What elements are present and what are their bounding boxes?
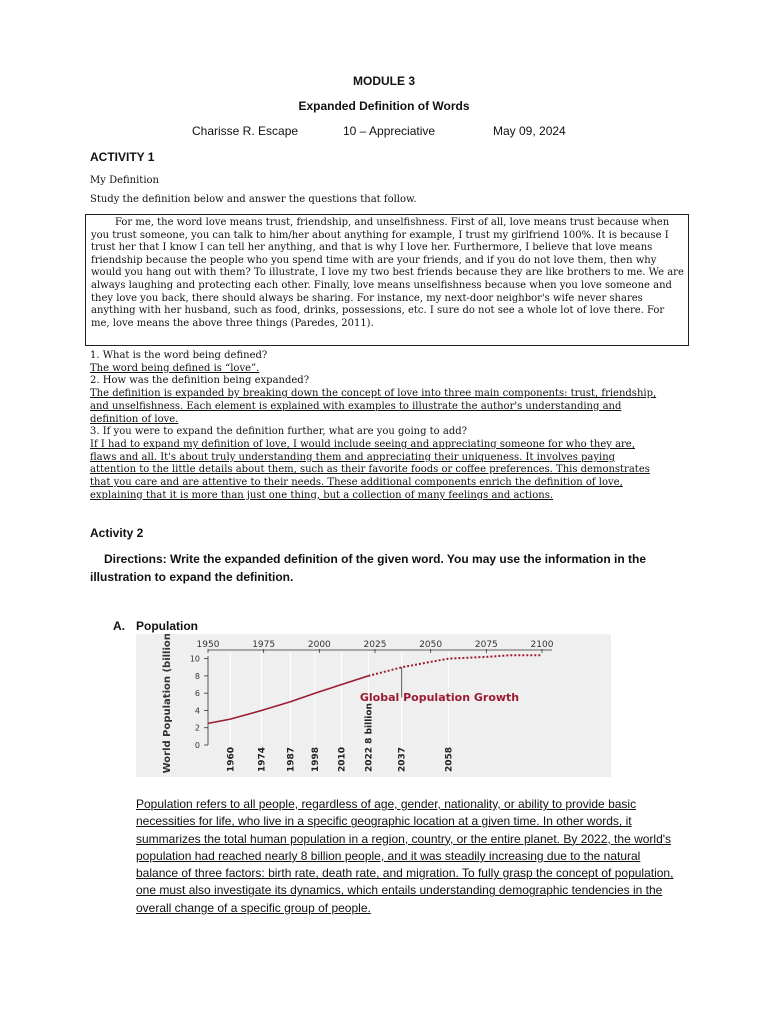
y-tick-label: 2: [194, 723, 200, 733]
milestone-label: 1987: [286, 746, 297, 772]
section-letter: A.: [113, 619, 125, 633]
y-tick-label: 4: [194, 706, 200, 716]
questions-and-answers: [90, 350, 660, 502]
x-top-tick-label: 2050: [419, 640, 443, 650]
y-tick-label: 0: [194, 741, 200, 750]
milestone-label: 2058: [444, 746, 455, 772]
population-paragraph: Population refers to all people, regardless of age, gender, nationality, or ability to provide basic necessities for life, who live in a specific geographic location at a given time. In other words, it summarizes the total human population in a region, country, or the entire planet. By 2022, the world's population had reached nearly 8 billion people, and it was steadily increasing due to the natural balance of three factors: birth rate, death rate, and migration. To fully grasp the concept of population, one must also investigate its dynamics, which entails understanding demographic tendencies in the overall change of a specific group of people.: [136, 797, 674, 915]
x-top-tick-label: 1950: [196, 640, 220, 650]
y-tick-label: 8: [194, 671, 200, 681]
question-1: 1. What is the word being defined?: [90, 350, 268, 361]
milestone-label: 1960: [226, 746, 237, 772]
historical-population-line: [208, 676, 368, 724]
x-top-tick-label: 2000: [307, 640, 331, 650]
activity-2-heading: Activity 2: [90, 526, 144, 540]
x-top-tick-label: 2025: [363, 640, 387, 650]
answer-1: The word being defined is “love”.: [90, 362, 260, 374]
question-3: 3. If you were to expand the definition further, what are you going to add?: [90, 426, 468, 438]
x-top-tick-label: 2100: [530, 640, 554, 650]
definition-box: [85, 214, 689, 346]
y-axis-label: World Population (billions): [162, 634, 173, 774]
answer-2: The definition is expanded by breaking down the concept of love into three main components: trust, friendship, and unselfishness. Each element is explained with examples to illustrate the author's understanding and definition of love.: [90, 388, 657, 425]
milestone-label: 1998: [310, 746, 321, 772]
x-top-tick-label: 1975: [252, 640, 276, 650]
milestone-label: 2010: [337, 746, 348, 772]
milestone-label: 2022 8 billion: [364, 703, 375, 772]
activity-1-heading: ACTIVITY 1: [90, 150, 155, 164]
definition-text: For me, the word love means trust, friendship, and unselfishness. First of all, love means trust because when you trust someone, you can talk to him/her about anything for example, I trust my girlfriend 100%. It is because I trust her that I know I can tell her anything, and that is why I love her. Furthermore, I believe that love means friendship because the people who you spend time with are your friends, and if you do not love them, then why would you hang out with them? To illustrate, I love my two best friends because they are like brothers to me. We are always laughing and protecting each other. Finally, love means unselfishness because when you love someone and they love you back, there should always be sharing. For instance, my next-door neighbor's wife never shares anything with her husband, such as food, drinks, possessions, etc. I sure do not see a whole lot of love there. For me, love means the above three things (Paredes, 2011).: [91, 217, 684, 329]
x-top-tick-label: 2075: [474, 640, 498, 650]
projected-population-line: [368, 655, 542, 676]
activity-1-instruction: Study the definition below and answer the questions that follow.: [90, 194, 417, 205]
module-title: MODULE 3: [352, 74, 415, 88]
document-date: May 09, 2024: [493, 124, 566, 138]
document-title: Expanded Definition of Words: [298, 99, 470, 113]
milestone-label: 1974: [257, 746, 268, 772]
chart-title: Global Population Growth: [359, 691, 520, 704]
question-2: 2. How was the definition being expanded?: [90, 375, 310, 387]
student-section: 10 – Appreciative: [343, 124, 436, 138]
activity-1-subheading: My Definition: [90, 175, 159, 186]
population-chart-svg: [136, 634, 611, 777]
population-chart: [136, 634, 611, 777]
activity-2-directions: Directions: Write the expanded definition of the given word. You may use the information in the illustration to expand the definition.: [90, 552, 647, 584]
student-name: Charisse R. Escape: [192, 124, 299, 138]
section-title: Population: [136, 619, 198, 633]
answer-3: If I had to expand my definition of love, I would include seeing and appreciating someone for who they are, flaws and all. It's about truly understanding them and appreciating their uniqueness. It involves paying attention to the little details about them, such as their favorite foods or coffee preferences. This demonstrates that you care and are attentive to their needs. These additional components enrich the definition of love, explaining that it is more than just one thing, but a collection of many feelings and actions.: [90, 438, 650, 501]
milestone-label: 2037: [397, 746, 408, 772]
y-tick-label: 6: [194, 689, 200, 699]
y-tick-label: 10: [189, 654, 200, 664]
